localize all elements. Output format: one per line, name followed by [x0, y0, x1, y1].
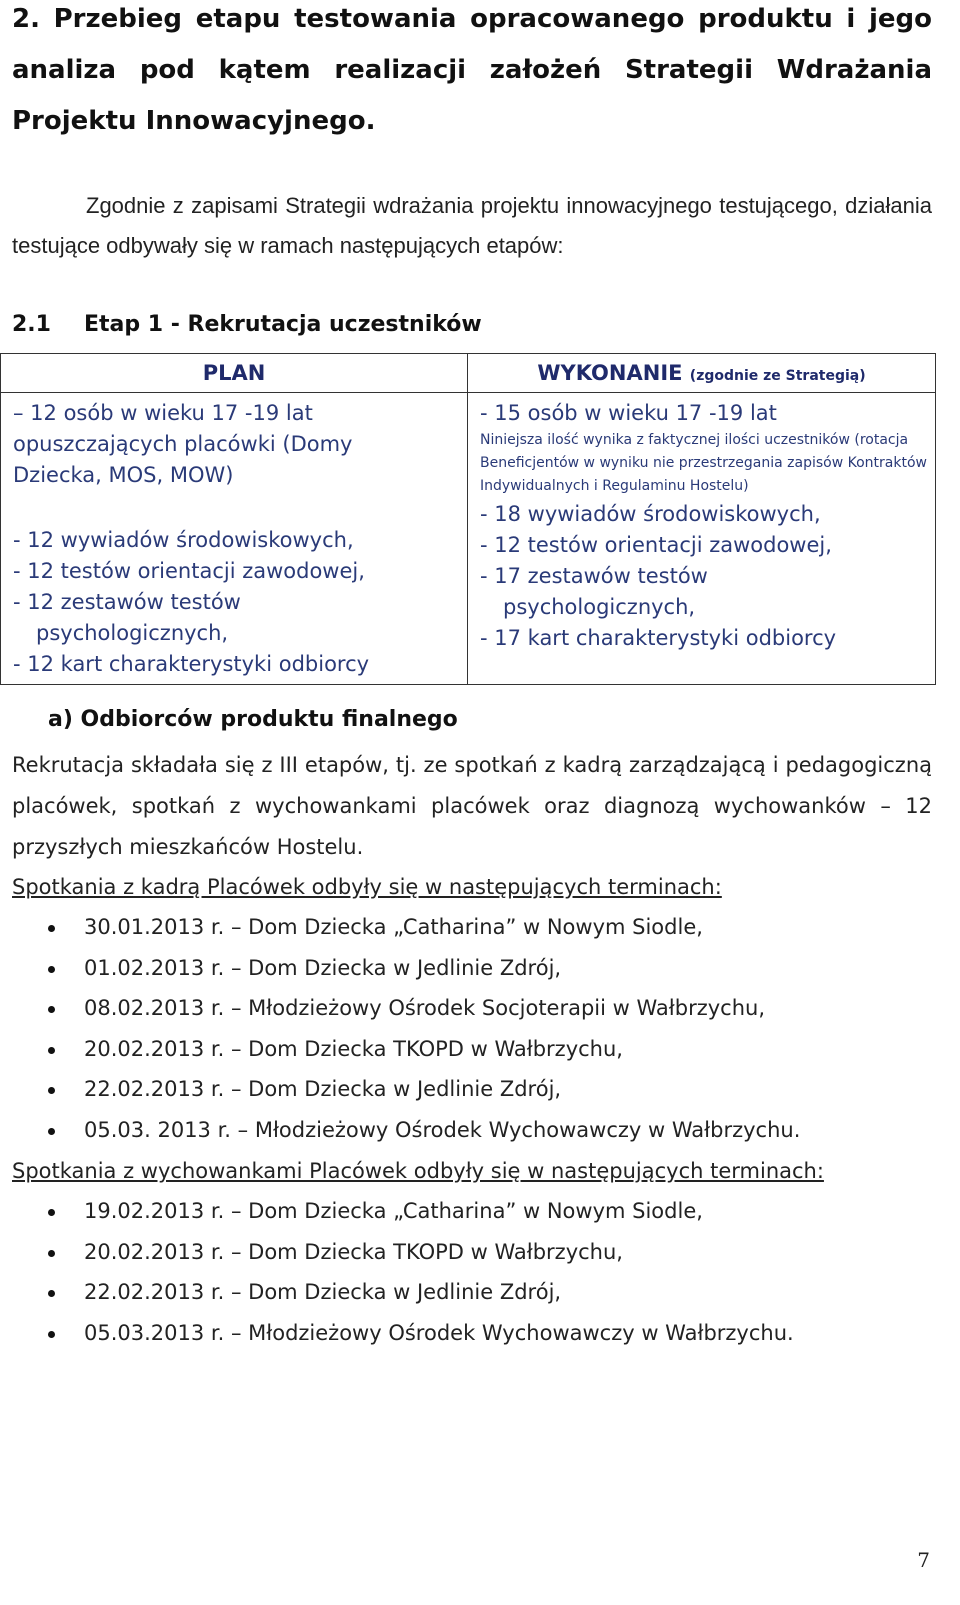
plan-item: - 12 zestawów testów	[13, 590, 241, 614]
plan-item: - 12 testów orientacji zawodowej,	[13, 559, 365, 583]
ward-meetings-list	[0, 1191, 794, 1353]
staff-meetings-list	[0, 907, 800, 1151]
page-number: 7	[917, 1548, 930, 1572]
plan-cell	[1, 393, 468, 685]
section-heading: 2. Przebieg etapu testowania opracowanego produktu i jego analiza pod kątem realizacji założeń Strategii Wdrażania Projektu Innowacyjnego.	[12, 4, 932, 136]
list-item: 05.03.2013 r. – Młodzieżowy Ośrodek Wychowawczy w Wałbrzychu.	[0, 1313, 794, 1354]
list-item: 22.02.2013 r. – Dom Dziecka w Jedlinie Zdrój,	[0, 1272, 794, 1313]
list-item: 08.02.2013 r. – Młodzieżowy Ośrodek Socjoterapii w Wałbrzychu,	[0, 988, 800, 1029]
bullet-icon	[48, 1006, 55, 1013]
ward-meetings-title: Spotkania z wychowankami Placówek odbyły się w następujących terminach:	[12, 1159, 824, 1183]
bullet-icon	[48, 1250, 55, 1257]
execution-header-sub: (zgodnie ze Strategią)	[689, 368, 866, 384]
list-item: 20.02.2013 r. – Dom Dziecka TKOPD w Wałbrzychu,	[0, 1029, 800, 1070]
execution-item: - 12 testów orientacji zawodowej,	[480, 533, 832, 557]
bullet-icon	[48, 1128, 55, 1135]
list-item: 20.02.2013 r. – Dom Dziecka TKOPD w Wałbrzychu,	[0, 1232, 794, 1273]
subheading-a: a) Odbiorców produktu finalnego	[48, 707, 458, 732]
intro-paragraph: Zgodnie z zapisami Strategii wdrażania projektu innowacyjnego testującego, działania testujące odbywały się w ramach następujących etapów:	[12, 193, 932, 258]
table-header-row	[1, 354, 936, 393]
spacer	[13, 491, 467, 525]
bullet-icon	[48, 1331, 55, 1338]
staff-meetings-title: Spotkania z kadrą Placówek odbyły się w następujących terminach:	[12, 875, 722, 899]
list-item: 30.01.2013 r. – Dom Dziecka „Catharina” w Nowym Siodle,	[0, 907, 800, 948]
recruitment-paragraph: Rekrutacja składała się z III etapów, tj. ze spotkań z kadrą zarządzającą i pedagogiczną placówek, spotkań z wychowankami placówek oraz diagnozą wychowanków – 12 przyszłych mieszkańców Hostelu.	[12, 753, 932, 859]
bullet-icon	[48, 1209, 55, 1216]
plan-line: opuszczających placówki (Domy	[13, 432, 353, 456]
bullet-icon	[48, 966, 55, 973]
plan-item-continued: psychologicznych,	[36, 621, 229, 645]
subsection-number: 2.1	[12, 312, 51, 337]
execution-line: - 15 osób w wieku 17 -19 lat	[480, 401, 777, 425]
subsection-title: Etap 1 - Rekrutacja uczestników	[84, 312, 482, 337]
list-item: 19.02.2013 r. – Dom Dziecka „Catharina” w Nowym Siodle,	[0, 1191, 794, 1232]
execution-item: - 18 wywiadów środowiskowych,	[480, 502, 821, 526]
plan-vs-execution-table	[0, 353, 936, 685]
bullet-icon	[48, 1047, 55, 1054]
execution-header	[468, 354, 936, 393]
execution-item: - 17 zestawów testów	[480, 564, 708, 588]
list-item: 05.03. 2013 r. – Młodzieżowy Ośrodek Wychowawczy w Wałbrzychu.	[0, 1110, 800, 1151]
plan-header: PLAN	[1, 354, 468, 393]
execution-cell	[468, 393, 936, 685]
plan-item: - 12 kart charakterystyki odbiorcy	[13, 652, 370, 676]
bullet-icon	[48, 925, 55, 932]
execution-note: Niniejsza ilość wynika z faktycznej ilości uczestników (rotacja Beneficjentów w wyniku nie przestrzegania zapisów Kontraktów Indywidualnych i Regulaminu Hostelu)	[480, 432, 927, 494]
plan-line: Dziecka, MOS, MOW)	[13, 463, 234, 487]
list-item: 01.02.2013 r. – Dom Dziecka w Jedlinie Zdrój,	[0, 948, 800, 989]
execution-header-label: WYKONANIE	[537, 361, 683, 385]
execution-item-continued: psychologicznych,	[503, 595, 696, 619]
bullet-icon	[48, 1087, 55, 1094]
plan-item: - 12 wywiadów środowiskowych,	[13, 528, 354, 552]
table-body-row	[1, 393, 936, 685]
list-item: 22.02.2013 r. – Dom Dziecka w Jedlinie Zdrój,	[0, 1069, 800, 1110]
execution-item: - 17 kart charakterystyki odbiorcy	[480, 626, 837, 650]
bullet-icon	[48, 1290, 55, 1297]
plan-line: – 12 osób w wieku 17 -19 lat	[13, 401, 313, 425]
